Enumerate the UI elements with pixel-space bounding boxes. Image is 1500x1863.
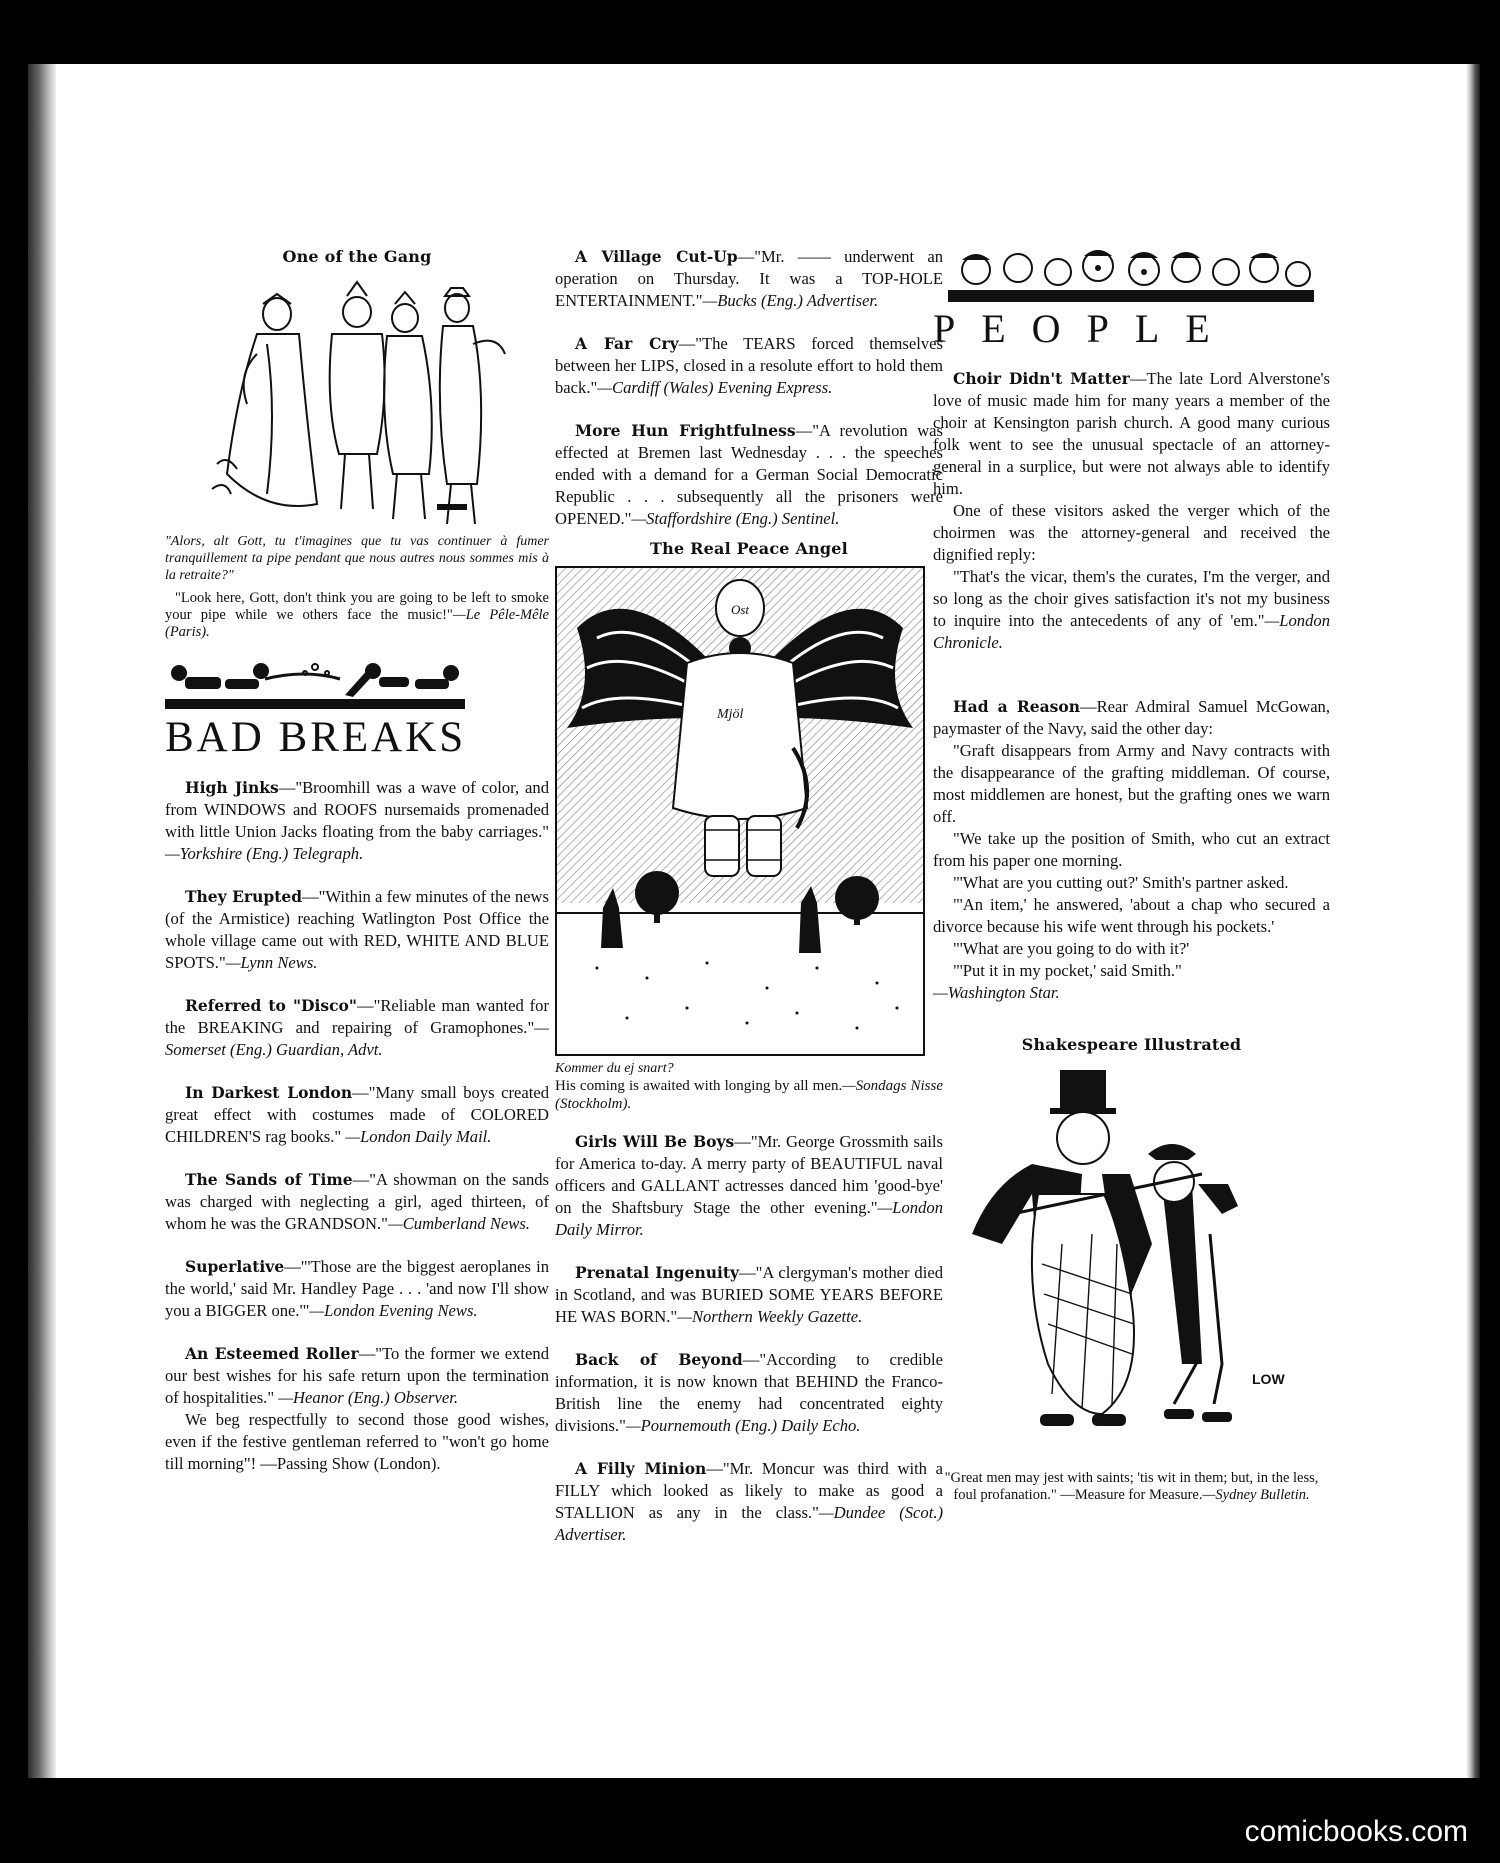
list-item: An Esteemed Roller—"To the former we extend our best wishes for his safe return upon the termination of hospitalities." —Heanor (Eng.) Observer. [165, 1344, 550, 1407]
paragraph: "That's the vicar, them's the curates, I'm the verger, and so long as the choir gives satisfaction it's not my business to inquire into the antecedents of any of 'em."—London Chronicle. [933, 567, 1330, 652]
paragraph: "'What are you cutting out?' Smith's partner asked. [953, 873, 1289, 892]
list-item: A Filly Minion—"Mr. Moncur was third with a FILLY which looked as likely to make as good a STALLION as any in the class."—Dundee (Scot.) Advertiser. [555, 1459, 943, 1544]
list-item: Prenatal Ingenuity—"A clergyman's mother died in Scotland, and was BURIED SOME YEARS BEFORE HE WAS BORN."—Northern Weekly Gazette. [555, 1263, 943, 1326]
paragraph: "'Put it in my pocket,' said Smith." [953, 961, 1182, 980]
people-banner-art [948, 246, 1314, 302]
shakespeare-title: Shakespeare Illustrated [1021, 1035, 1242, 1054]
book-binding [28, 64, 56, 1778]
angel-title: The Real Peace Angel [650, 539, 848, 558]
list-item: A Far Cry—"The TEARS forced themselves between her LIPS, closed in a resolute effort to hold them back."—Cardiff (Wales) Evening Express. [555, 334, 943, 397]
paragraph: "'What are you going to do with it?' [953, 939, 1190, 958]
list-item: They Erupted—"Within a few minutes of the news (of the Armistice) reaching Watlington Post Office the whole village came out with RED, WHITE AND BLUE SPOTS."—Lynn News. [165, 887, 549, 972]
magazine-page [28, 64, 1480, 1778]
list-item: Back of Beyond—"According to credible information, it is now known that BEHIND the Franco-British line the enemy had concentrated eighty divisions."—Pournemouth (Eng.) Daily Echo. [555, 1350, 943, 1435]
column-middle [555, 174, 943, 1567]
cartoon-signature: LOW [1251, 1371, 1285, 1387]
angel-sack-label: Mjöl [717, 707, 744, 722]
list-item-continued: We beg respectfully to second those good wishes, even if the festive gentleman referred to "won't go home till morning"! —Passing Show (London). [165, 1410, 549, 1473]
middle-list-bottom [555, 1131, 943, 1546]
list-item: In Darkest London—"Many small boys created great effect with costumes made of COLORED CHILDREN'S rag books." —London Daily Mail. [165, 1083, 549, 1146]
people-heading: PEOPLE [933, 306, 1236, 351]
paragraph: "'An item,' he answered, 'about a chap who secured a divorce because his wife went through his pockets.' [933, 895, 1330, 936]
list-item: High Jinks—"Broomhill was a wave of color, and from WINDOWS and ROOFS nursemaids promenaded with little Union Jacks floating from the baby carriages." —Yorkshire (Eng.) Telegraph. [165, 778, 550, 863]
list-item: Girls Will Be Boys—"Mr. George Grossmith sails for America to-day. A merry party of BEAUTIFUL naval officers and GALLANT actresses danced him 'good-bye' on the Shaftsbury Stage the other evening."—London Daily Mirror. [555, 1132, 943, 1239]
list-item: Had a Reason—Rear Admiral Samuel McGowan, paymaster of the Navy, said the other day: [933, 697, 1331, 738]
paragraph: "We take up the position of Smith, who cut an extract from his paper one morning. [933, 829, 1330, 870]
bad-breaks-banner-art [165, 659, 465, 711]
paragraph: "Graft disappears from Army and Navy contracts with the disappearance of the grafting middleman. Of course, most middlemen are honest, but the grafting ones we warn off. [933, 741, 1330, 826]
shakespeare-cartoon [952, 1064, 1312, 1464]
gang-caption-french: "Alors, alt Gott, tu t'imagines que tu vas continuer à fumer tranquillement ta pipe pendant que nous autres nous sommes mis à la retraite?" [165, 534, 549, 583]
peace-angel-cartoon [555, 566, 925, 1056]
source: —Washington Star. [933, 983, 1060, 1002]
page-edge [1466, 64, 1480, 1778]
angel-caption-foreign: Kommer du ej snart? [555, 1061, 674, 1076]
list-item: Referred to "Disco"—"Reliable man wanted for the BREAKING and repairing of Gramophones."—Somerset (Eng.) Guardian, Advt. [165, 996, 549, 1059]
gang-caption-english: "Look here, Gott, don't think you are going to be left to smoke your pipe while we others face the music!"—Le Pêle-Mêle (Paris). [165, 590, 549, 640]
shakespeare-caption: "Great men may jest with saints; 'tis wit in them; but, in the less, foul profanation." —Measure for Measure.—Sydney Bulletin. [944, 1470, 1319, 1503]
gang-title: One of the Gang [282, 247, 432, 266]
column-right [933, 174, 1330, 1522]
paragraph: One of these visitors asked the verger which of the choirmen was the attorney-general and received the dignified reply: [933, 501, 1330, 564]
list-item: A Village Cut-Up—"Mr. —— underwent an operation on Thursday. It was a TOP-HOLE ENTERTAINMENT."—Bucks (Eng.) Advertiser. [555, 247, 943, 310]
bad-breaks-list [165, 777, 549, 1475]
angel-head-label: Ost [730, 602, 750, 617]
gang-cartoon [207, 274, 507, 529]
list-item: More Hun Frightfulness—"A revolution was effected at Bremen last Wednesday . . . the speeches ended with a demand for a German Social Democratic Republic . . . subsequently all the prisoners were OPENED."—Staffordshire (Eng.) Sentinel. [555, 421, 943, 528]
column-left [165, 174, 549, 1475]
list-item: Choir Didn't Matter—The late Lord Alverstone's love of music made him for many years a member of the choir at Kensington parish church. A good many curious folk went to see the unusual spectacle of an attorney-general in a surplice, but were not always able to identify him. [933, 369, 1330, 498]
middle-list-top [555, 246, 943, 530]
angel-caption: His coming is awaited with longing by all men.—Sondags Nisse (Stockholm). [555, 1078, 943, 1112]
list-item: The Sands of Time—"A showman on the sands was charged with neglecting a girl, aged thirteen, of whom he was the GRANDSON."—Cumberland News. [165, 1170, 549, 1233]
list-item: Superlative—"'Those are the biggest aeroplanes in the world,' said Mr. Handley Page . . . 'and now I'll show you a BIGGER one.'"—London Evening News. [165, 1257, 549, 1320]
bad-breaks-heading: BAD BREAKS [165, 714, 467, 761]
site-watermark: comicbooks.com [1244, 1815, 1468, 1848]
